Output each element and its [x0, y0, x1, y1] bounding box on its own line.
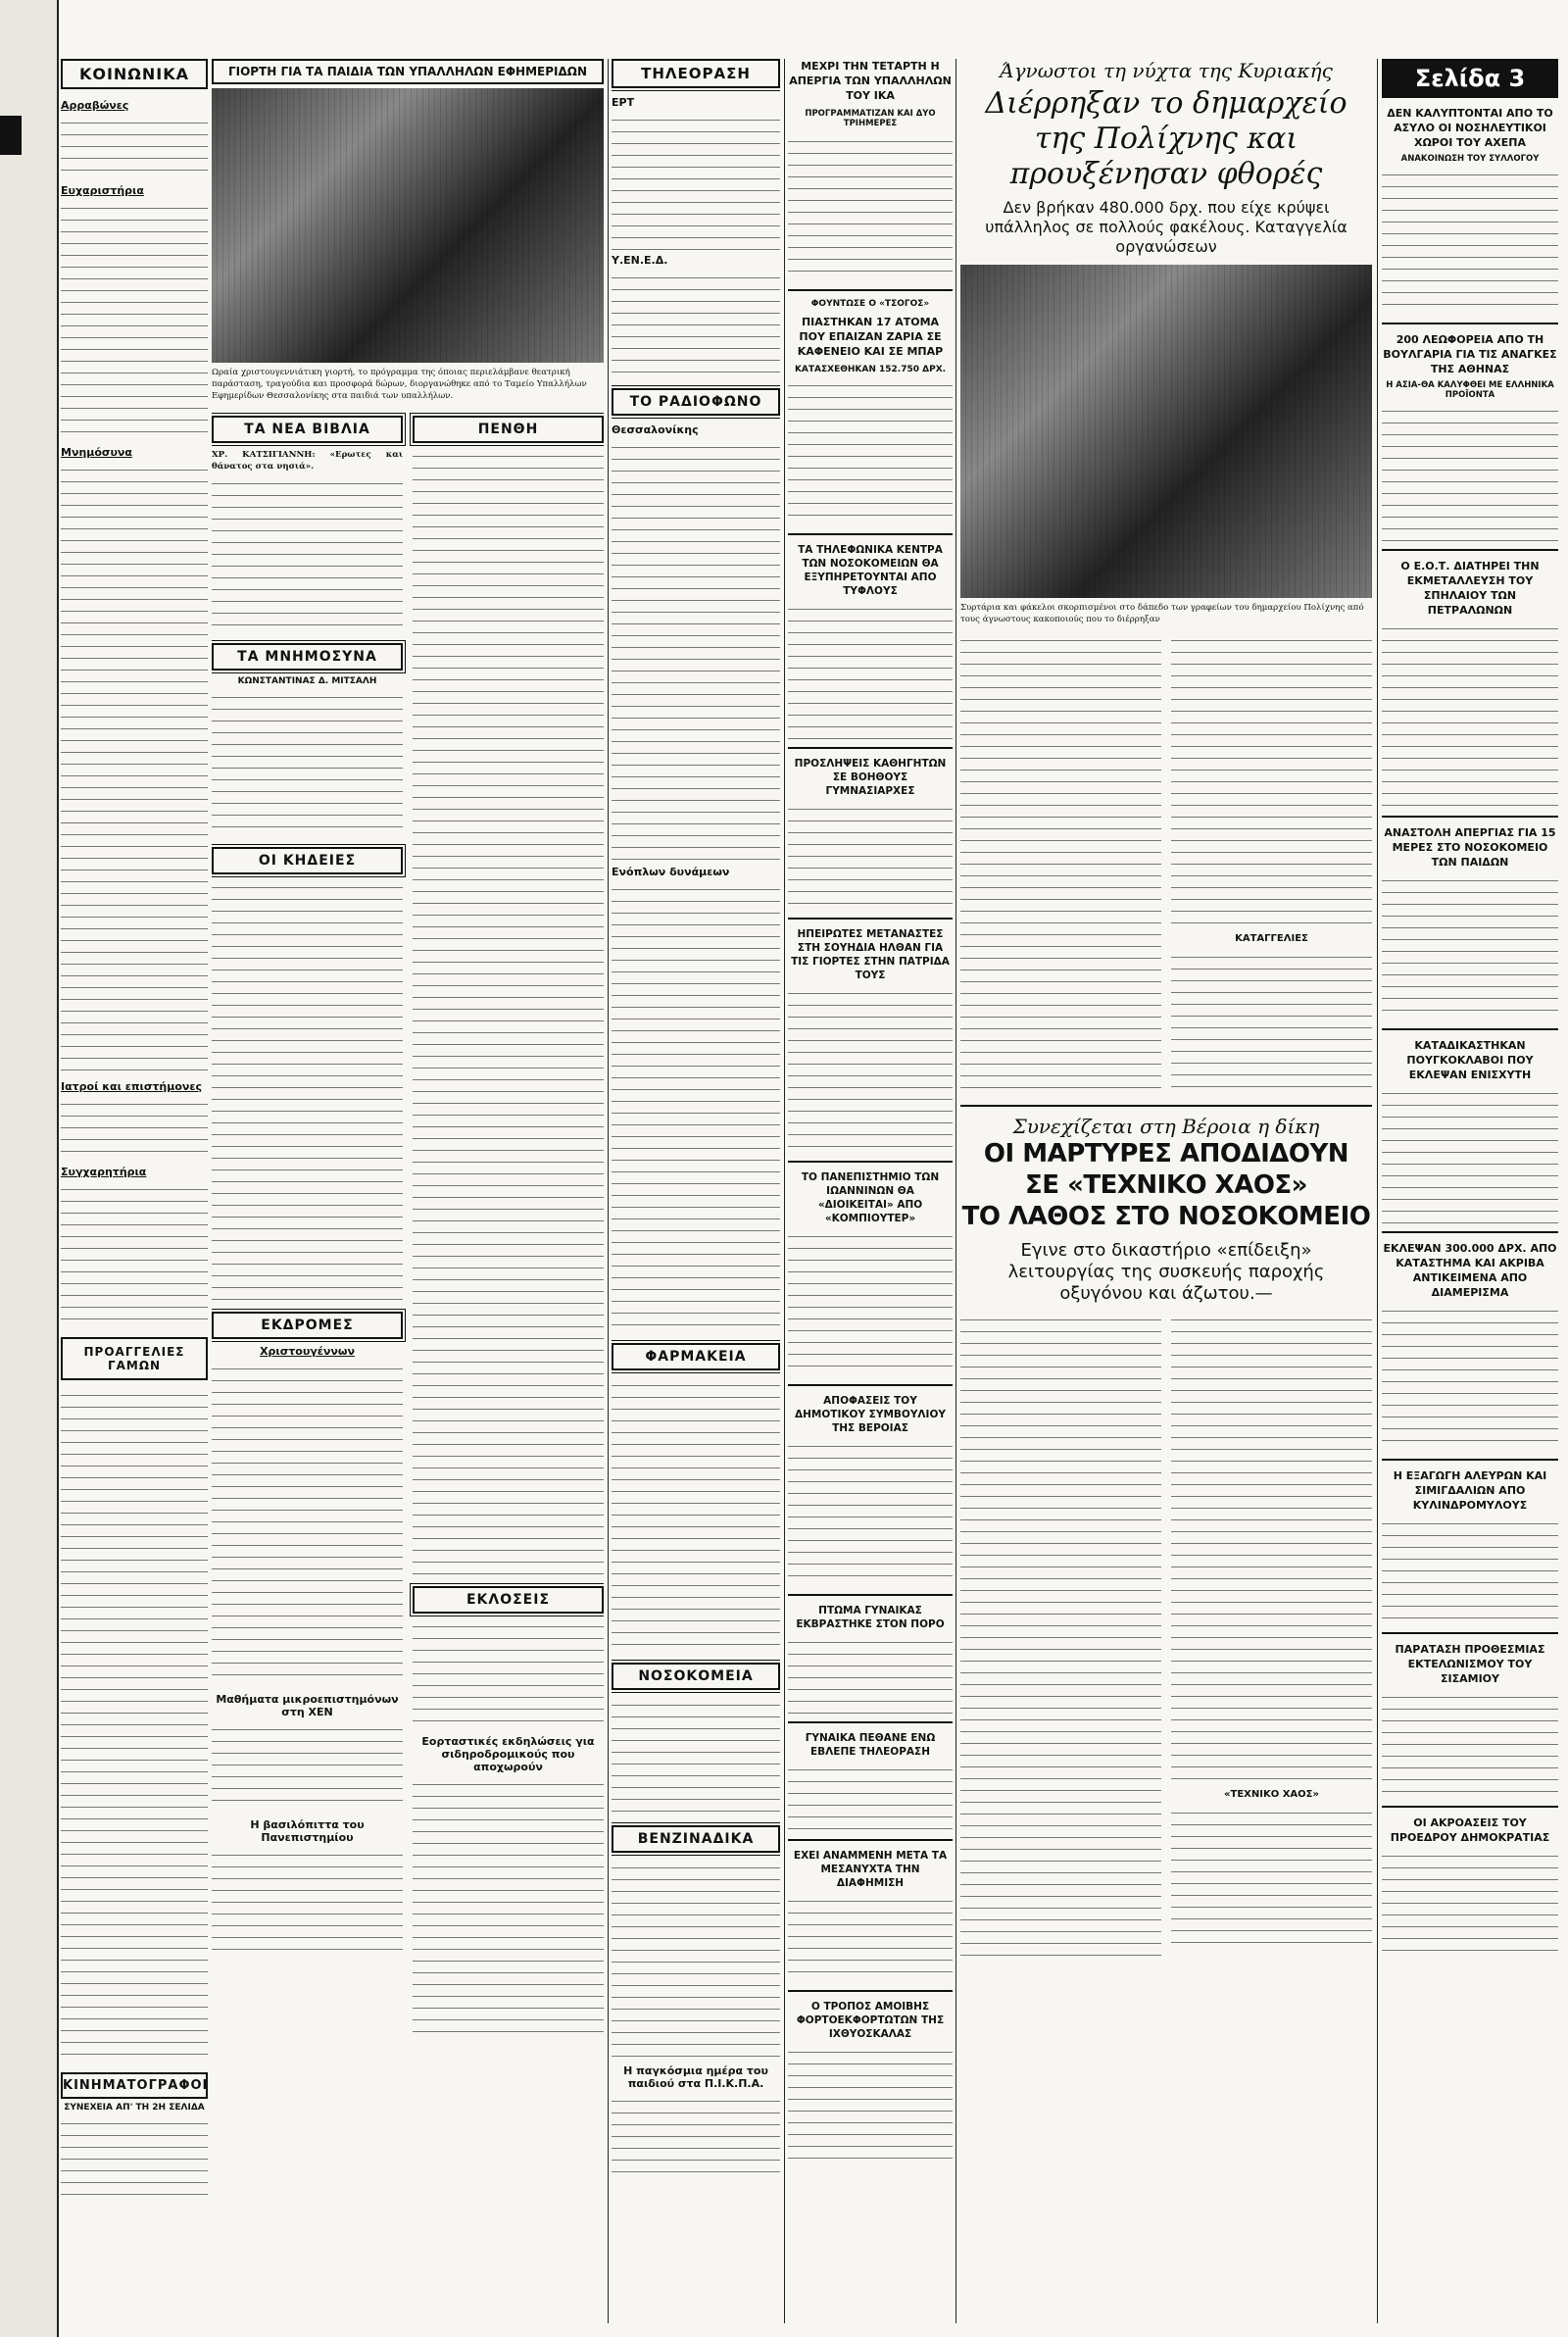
text-block	[1171, 1313, 1372, 1783]
text-block	[788, 802, 953, 910]
akepa-headline: ΔΕΝ ΚΑΛΥΠΤΟΝΤΑΙ ΑΠΟ ΤΟ ΑΣΥΛΟ ΟΙ ΝΟΣΗΛΕΥΤΙΚΟΙ ΧΩΡΟΙ ΤΟΥ ΑΧΕΠΑ	[1387, 107, 1553, 149]
kinimatografoi-header: ΚΙΝΗΜΑΤΟΓΡΑΦΟΙ	[61, 2072, 208, 2099]
text-block	[788, 378, 953, 525]
anastoli-headline: ΑΝΑΣΤΟΛΗ ΑΠΕΡΓΙΑΣ ΓΙΑ 15 ΜΕΡΕΣ ΣΤΟ ΝΟΣΟΚΟΜΕΙΟ ΤΩΝ ΠΑΙΔΩΝ	[1384, 826, 1556, 869]
tilefonika-headline: ΤΑ ΤΗΛΕΦΩΝΙΚΑ ΚΕΝΤΡΑ ΤΩΝ ΝΟΣΟΚΟΜΕΙΩΝ ΘΑ ΕΞΥΠΗΡΕΤΟΥΝΤΑΙ ΑΠΟ ΤΥΦΛΟΥΣ	[798, 544, 943, 597]
page-number-badge: Σελίδα 3	[1382, 59, 1558, 98]
venzinadika-header: ΒΕΝΖΙΝΑΔΙΚΑ	[612, 1825, 780, 1853]
tropos-headline: Ο ΤΡΟΠΟΣ ΑΜΟΙΒΗΣ ΦΟΡΤΟΕΚΦΟΡΤΩΤΩΝ ΤΗΣ ΙΧΘΥΟΣΚΑΛΑΣ	[796, 2001, 945, 2040]
text-block	[788, 1894, 953, 1982]
text-block	[1171, 633, 1372, 927]
kideies-header: ΟΙ ΚΗΔΕΙΕΣ	[212, 847, 403, 874]
divider	[788, 1594, 953, 1596]
exagogi-headline: Η ΕΞΑΓΩΓΗ ΑΛΕΥΡΩΝ ΚΑΙ ΣΙΜΙΓΔΑΛΙΩΝ ΑΠΟ ΚΥΛΙΝΔΡΟΜΥΛΟΥΣ	[1393, 1469, 1547, 1512]
two-col-section	[960, 633, 1372, 1097]
column-rule	[608, 59, 609, 2323]
photo-caption: Συρτάρια και φάκελοι σκορπισμένοι στο δάπεδο των γραφείων του δημαρχείου Πολίχνης από τους άγνωστους κακοποιούς που το διέρρηξαν	[960, 603, 1364, 624]
mnimosina-header: ΤΑ ΜΝΗΜΟΣΥΝΑ	[212, 643, 403, 671]
text-block	[212, 690, 403, 837]
eucharistiria-heading: Ευχαριστήρια	[61, 184, 144, 197]
akepa-subheadline: ΑΝΑΚΟΙΝΩΣΗ ΤΟΥ ΣΥΛΛΟΓΟΥ	[1400, 154, 1540, 164]
mathimata-heading: Μαθήματα μικροεπιστημόνων στη ΧΕΝ	[216, 1693, 399, 1719]
text-block	[413, 1619, 604, 1727]
text-block	[61, 1182, 208, 1329]
arravones-heading: Αρραβώνες	[61, 99, 129, 112]
text-block	[612, 1698, 780, 1815]
eot-headline: Ο Ε.Ο.Τ. ΔΙΑΤΗΡΕΙ ΤΗΝ ΕΚΜΕΤΑΛΛΕΥΣΗ ΤΟΥ ΣΠΗΛΑΙΟΥ ΤΩΝ ΠΕΤΡΑΛΩΝΩΝ	[1400, 560, 1540, 617]
penthi-header: ΠΕΝΘΗ	[413, 416, 604, 443]
katagelies-heading: ΚΑΤΑΓΓΕΛΙΕΣ	[1235, 933, 1308, 944]
right-subcolumn	[1171, 633, 1372, 1097]
column-lead-stories	[960, 59, 1372, 2313]
radiofono-header: ΤΟ ΡΑΔΙΟΦΩΝΟ	[612, 388, 780, 416]
divider	[1382, 1806, 1558, 1808]
text-block	[61, 201, 208, 436]
tsogos-subheadline: ΚΑΤΑΣΧΕΘΗΚΑΝ 152.750 ΔΡΧ.	[794, 365, 947, 374]
text-block	[212, 1722, 403, 1811]
text-block	[212, 1362, 403, 1685]
ptoma-headline: ΠΤΩΜΑ ΓΥΝΑΙΚΑΣ ΕΚΒΡΑΣΤΗΚΕ ΣΤΟΝ ΠΟΡΟ	[796, 1605, 945, 1630]
text-block	[61, 1388, 208, 2064]
column-social	[61, 59, 208, 2313]
text-block	[1382, 168, 1558, 315]
column-rule	[1377, 59, 1378, 2323]
synchartiria-heading: Συγχαρητήρια	[61, 1166, 147, 1178]
text-block	[788, 1635, 953, 1714]
text-block	[612, 113, 780, 250]
text-block	[788, 986, 953, 1153]
text-block	[61, 463, 208, 1070]
text-block	[612, 882, 780, 1333]
text-block	[1382, 404, 1558, 541]
text-block	[1382, 1517, 1558, 1624]
column-briefs	[1382, 59, 1558, 2313]
text-block	[960, 1313, 1161, 1960]
akroaseis-headline: ΟΙ ΑΚΡΟΑΣΕΙΣ ΤΟΥ ΠΡΟΕΔΡΟΥ ΔΗΜΟΚΡΑΤΙΑΣ	[1390, 1816, 1550, 1844]
paratasi-headline: ΠΑΡΑΤΑΣΗ ΠΡΟΘΕΣΜΙΑΣ ΕΚΤΕΛΩΝΙΣΜΟΥ ΤΟΥ ΣΙΣΑΜΙΟΥ	[1395, 1643, 1545, 1685]
text-block	[960, 633, 1161, 1094]
divider	[1382, 816, 1558, 818]
christougenna-heading: Χριστουγέννων	[260, 1345, 355, 1359]
leoforeia-subheadline: Η ΑΣΙΑ-ΘΑ ΚΑΛΥΦΘΕΙ ΜΕ ΕΛΛΗΝΙΚΑ ΠΡΟΪΟΝΤΑ	[1386, 380, 1554, 400]
ekdromes-header: ΕΚΔΡΟΜΕΣ	[212, 1312, 403, 1339]
veroia-kicker: Συνεχίζεται στη Βέροια η δίκη	[1012, 1115, 1320, 1138]
leoforeia-headline: 200 ΛΕΩΦΟΡΕΙΑ ΑΠΟ ΤΗ ΒΟΥΛΓΑΡΙΑ ΓΙΑ ΤΙΣ ΑΝΑΓΚΕΣ ΤΗΣ ΑΘΗΝΑΣ	[1383, 333, 1557, 375]
text-block	[212, 880, 403, 1302]
text-block	[612, 1378, 780, 1653]
katadikastikan-headline: ΚΑΤΑΔΙΚΑΣΤΗΚΑΝ ΠΟΥΓΚΟΚΛΑΒΟΙ ΠΟΥ ΕΚΛΕΨΑΝ ΕΝΙΣΧΥΤΗ	[1406, 1039, 1534, 1081]
ika-subheadline: ΠΡΟΓΡΑΜΜΑΤΙΖΑΝ ΚΑΙ ΔΥΟ ΤΡΙΗΜΕΡΕΣ	[805, 109, 936, 128]
divider	[788, 533, 953, 535]
ika-headline: ΜΕΧΡΙ ΤΗΝ ΤΕΤΑΡΤΗ Η ΑΠΕΡΓΙΑ ΤΩΝ ΥΠΑΛΛΗΛΩΝ ΤΟΥ ΙΚΑ	[789, 60, 952, 102]
kinimatografoi-subheader: ΣΥΝΕΧΕΙΑ ΑΠ' ΤΗ 2Η ΣΕΛΙΔΑ	[64, 2103, 205, 2113]
binding-gutter	[0, 0, 59, 2337]
divider	[788, 1161, 953, 1163]
proslipseis-headline: ΠΡΟΣΛΗΨΕΙΣ ΚΑΘΗΓΗΤΩΝ ΣΕ ΒΟΗΘΟΥΣ ΓΥΜΝΑΣΙΑΡΧΕΣ	[794, 758, 947, 797]
veroia-subheadline: Εγινε στο δικαστήριο «επίδειξη» λειτουργίας της συσκευής παροχής οξυγόνου και άζωτου.—	[1007, 1240, 1325, 1304]
photo-title: ΓΙΟΡΤΗ ΓΙΑ ΤΑ ΠΑΙΔΙΑ ΤΩΝ ΥΠΑΛΛΗΛΩΝ ΕΦΗΜΕΡΙΔΩΝ	[212, 59, 604, 84]
pagkosmia-heading: Η παγκόσμια ημέρα του παιδιού στα Π.Ι.Κ.Π.Α.	[623, 2064, 768, 2090]
column-rule	[784, 59, 785, 2323]
text-block	[1382, 1690, 1558, 1798]
polichni-kicker: Άγνωστοι τη νύχτα της Κυριακής	[1000, 59, 1333, 82]
veroia-headline-1: ΟΙ ΜΑΡΤΥΡΕΣ ΑΠΟΔΙΔΟΥΝ	[983, 1139, 1349, 1168]
text-block	[1382, 873, 1558, 1020]
divider	[788, 1990, 953, 1992]
proaggelies-header: ΠΡΟΑΓΓΕΛΙΕΣ ΓΑΜΩΝ	[61, 1337, 208, 1380]
column-news	[788, 59, 953, 2313]
divider	[788, 1839, 953, 1841]
divider	[1382, 1459, 1558, 1461]
tsogos-kicker: ΦΟΥΝΤΩΣΕ Ο «ΤΣΟΓΟΣ»	[810, 299, 930, 309]
two-col-section	[960, 1313, 1372, 1960]
divider	[788, 918, 953, 920]
tsogos-headline: ΠΙΑΣΤΗΚΑΝ 17 ΑΤΟΜΑ ΠΟΥ ΕΠΑΙΖΑΝ ΖΑΡΙΑ ΣΕ ΚΑΦΕΝΕΙΟ ΚΑΙ ΣΕ ΜΠΑΡ	[797, 316, 944, 358]
eortastikes-heading: Εορταστικές εκδηλώσεις για σιδηροδρομικούς που αποχωρούν	[421, 1735, 595, 1773]
text-block	[1171, 1806, 1372, 1953]
gutter-mark	[0, 116, 22, 155]
divider	[788, 1384, 953, 1386]
text-block	[413, 449, 604, 1576]
ekloseis-header: ΕΚΛΟΣΕΙΣ	[413, 1586, 604, 1614]
text-block	[788, 134, 953, 281]
text-block	[788, 1763, 953, 1831]
koinonika-header: ΚΟΙΝΩΝΙΚΑ	[61, 59, 208, 89]
veroia-headline-3: ΤΟ ΛΑΘΟΣ ΣΤΟ ΝΟΣΟΚΟΜΕΙΟ	[961, 1202, 1371, 1231]
text-block	[612, 440, 780, 862]
column-listings	[612, 59, 780, 2313]
panepistimio-headline: ΤΟ ΠΑΝΕΠΙΣΤΗΜΙΟ ΤΩΝ ΙΩΑΝΝΙΝΩΝ ΘΑ «ΔΙΟΙΚΕΙΤΑΙ» ΑΠΟ «ΚΟΜΠΙΟΥΤΕΡ»	[801, 1171, 940, 1224]
divider	[960, 1105, 1372, 1107]
mnimosina-name: ΚΩΝΣΤΑΝΤΙΝΑΣ Δ. ΜΙΤΣΑΛΗ	[237, 676, 377, 687]
right-subcolumn	[1171, 1313, 1372, 1960]
text-block	[788, 2045, 953, 2163]
nea-vivlia-lead: ΧΡ. ΚΑΤΣΙΓΙΑΝΝΗ: «Ερωτες και θάνατος στα νησιά».	[212, 450, 403, 472]
text-block	[413, 1777, 604, 2042]
ert-heading: ΕΡΤ	[612, 96, 635, 109]
two-col-section	[212, 416, 604, 2042]
ipeirotes-headline: ΗΠΕΙΡΩΤΕΣ ΜΕΤΑΝΑΣΤΕΣ ΣΤΗ ΣΟΥΗΔΙΑ ΗΛΘΑΝ ΓΙΑ ΤΙΣ ΓΙΟΡΤΕΣ ΣΤΗΝ ΠΑΤΡΙΔΑ ΤΟΥΣ	[791, 928, 950, 981]
mnimosina-heading: Μνημόσυνα	[61, 446, 132, 459]
iatroi-heading: Ιατροί και επιστήμονες	[61, 1080, 203, 1093]
text-block	[61, 116, 208, 174]
celebration-photo	[212, 88, 604, 363]
column-features	[212, 59, 604, 2313]
farmakeia-header: ΦΑΡΜΑΚΕΙΑ	[612, 1343, 780, 1370]
anamneni-headline: ΕΧΕΙ ΑΝΑΜΜΕΝΗ ΜΕΤΑ ΤΑ ΜΕΣΑΝΥΧΤΑ ΤΗΝ ΔΙΑΦΗΜΙΣΗ	[793, 1850, 948, 1889]
divider	[1382, 1632, 1558, 1634]
technico-chaos-heading: «ΤΕΧΝΙΚΟ ΧΑΟΣ»	[1224, 1789, 1319, 1800]
text-block	[612, 1861, 780, 2057]
divider	[1382, 323, 1558, 324]
divider	[788, 747, 953, 749]
nosokomeia-header: ΝΟΣΟΚΟΜΕΙΑ	[612, 1663, 780, 1690]
text-block	[212, 476, 403, 633]
text-block	[612, 2094, 780, 2182]
divider	[1382, 1028, 1558, 1030]
yened-heading: Υ.ΕΝ.Ε.Δ.	[612, 254, 668, 267]
veroia-headline-2: ΣΕ «ΤΕΧΝΙΚΟ ΧΑΟΣ»	[1025, 1170, 1307, 1200]
gynaika-headline: ΓΥΝΑΙΚΑ ΠΕΘΑΝΕ ΕΝΩ ΕΒΛΕΠΕ ΤΗΛΕΟΡΑΣΗ	[805, 1732, 936, 1758]
divider	[1382, 549, 1558, 551]
text-block	[788, 602, 953, 739]
divider	[788, 289, 953, 291]
text-block	[1382, 1849, 1558, 1957]
photo-caption: Ωραία χριστουγεννιάτικη γιορτή, το πρόγραμμα της όποιας περιελάμβανε θεατρική παράσταση, τραγούδια και προσφορά δώρων, διοργανώθηκε από το Ταμείο Υπαλλήλων Εφημερίδων Θεσσαλονίκης στα παιδιά των υπαλλήλων.	[212, 368, 587, 401]
divider	[788, 1721, 953, 1723]
text-block	[61, 2116, 208, 2205]
thessalonikis-heading: Θεσσαλονίκης	[612, 423, 699, 436]
text-block	[61, 1097, 208, 1156]
text-block	[1382, 1304, 1558, 1451]
polichni-headline: Διέρρηξαν το δημαρχείο της Πολίχνης και προυξένησαν φθορές	[985, 86, 1348, 191]
left-subcolumn	[212, 416, 403, 2042]
eklepsan-headline: ΕΚΛΕΨΑΝ 300.000 ΔΡΧ. ΑΠΟ ΚΑΤΑΣΤΗΜΑ ΚΑΙ ΑΚΡΙΒΑ ΑΝΤΙΚΕΙΜΕΝΑ ΑΠΟ ΔΙΑΜΕΡΙΣΜΑ	[1383, 1242, 1557, 1299]
text-block	[788, 1229, 953, 1376]
apofaseis-headline: ΑΠΟΦΑΣΕΙΣ ΤΟΥ ΔΗΜΟΤΙΚΟΥ ΣΥΜΒΟΥΛΙΟΥ ΤΗΣ ΒΕΡΟΙΑΣ	[795, 1395, 946, 1434]
text-block	[1382, 1086, 1558, 1223]
divider	[1382, 1231, 1558, 1233]
vasilopita-heading: Η βασιλόπιττα του Πανεπιστημίου	[250, 1818, 365, 1845]
text-block	[212, 1848, 403, 1956]
text-block	[1171, 950, 1372, 1097]
text-block	[788, 1439, 953, 1586]
tileorasi-header: ΤΗΛΕΟΡΑΣΗ	[612, 59, 780, 88]
text-block	[1382, 622, 1558, 808]
enoplon-heading: Ενόπλων δυνάμεων	[612, 866, 730, 878]
polichni-subheadline: Δεν βρήκαν 480.000 δρχ. που είχε κρύψει υπάλληλος σε πολλούς φακέλους. Καταγγελία οργανώσεων	[985, 198, 1348, 256]
break-in-photo	[960, 265, 1372, 598]
column-rule	[57, 59, 58, 2323]
text-block	[612, 271, 780, 378]
right-subcolumn	[413, 416, 604, 2042]
nea-vivlia-header: ΤΑ ΝΕΑ ΒΙΒΛΙΑ	[212, 416, 403, 443]
